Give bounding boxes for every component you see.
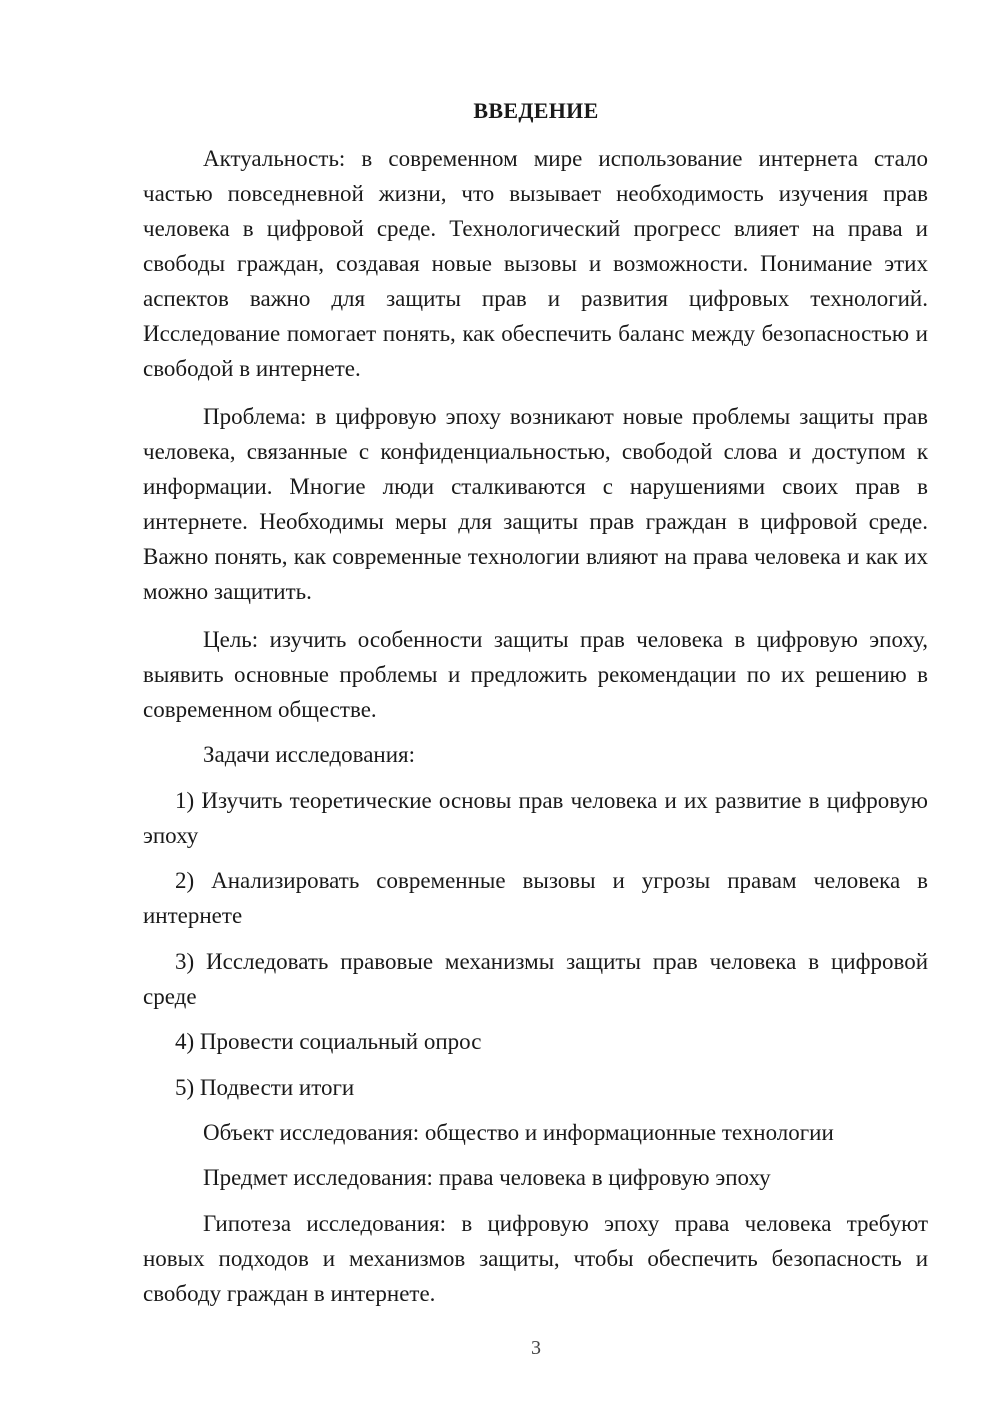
paragraph-hypothesis: Гипотеза исследования: в цифровую эпоху права человека требуют новых подходов и механизмов защиты, чтобы обеспечить безопасность и свободу граждан в интернете.	[143, 1211, 928, 1306]
task-item-2: 2) Анализировать современные вызовы и угрозы правам человека в интернете	[143, 868, 928, 928]
task-item-1: 1) Изучить теоретические основы прав человека и их развитие в цифровую эпоху	[143, 788, 928, 848]
paragraph-object: Объект исследования: общество и информационные технологии	[203, 1120, 834, 1145]
paragraph-goal: Цель: изучить особенности защиты прав человека в цифровую эпоху, выявить основные проблемы и предложить рекомендации по их решению в современном обществе.	[143, 627, 928, 722]
task-item-5: 5) Подвести итоги	[175, 1075, 355, 1100]
page-title: ВВЕДЕНИЕ	[473, 98, 599, 123]
paragraph-subject: Предмет исследования: права человека в цифровую эпоху	[203, 1165, 771, 1190]
paragraph-problem: Проблема: в цифровую эпоху возникают новые проблемы защиты прав человека, связанные с конфиденциальностью, свободой слова и доступом к информации. Многие люди сталкиваются с нарушениями своих прав в интернете. Необходимы меры для защиты прав граждан в цифровой среде. Важно понять, как современные технологии влияют на права человека и как их можно защитить.	[143, 404, 928, 604]
tasks-heading: Задачи исследования:	[203, 742, 416, 767]
page-number: 3	[531, 1337, 541, 1359]
paragraph-relevance: Актуальность: в современном мире использование интернета стало частью повседневной жизни, что вызывает необходимость изучения прав человека в цифровой среде. Технологический прогресс влияет на права и свободы граждан, создавая новые вызовы и возможности. Понимание этих аспектов важно для защиты прав и развития цифровых технологий. Исследование помогает понять, как обеспечить баланс между безопасностью и свободой в интернете.	[143, 146, 928, 381]
task-item-3: 3) Исследовать правовые механизмы защиты прав человека в цифровой среде	[143, 949, 928, 1009]
task-item-4: 4) Провести социальный опрос	[175, 1029, 482, 1054]
